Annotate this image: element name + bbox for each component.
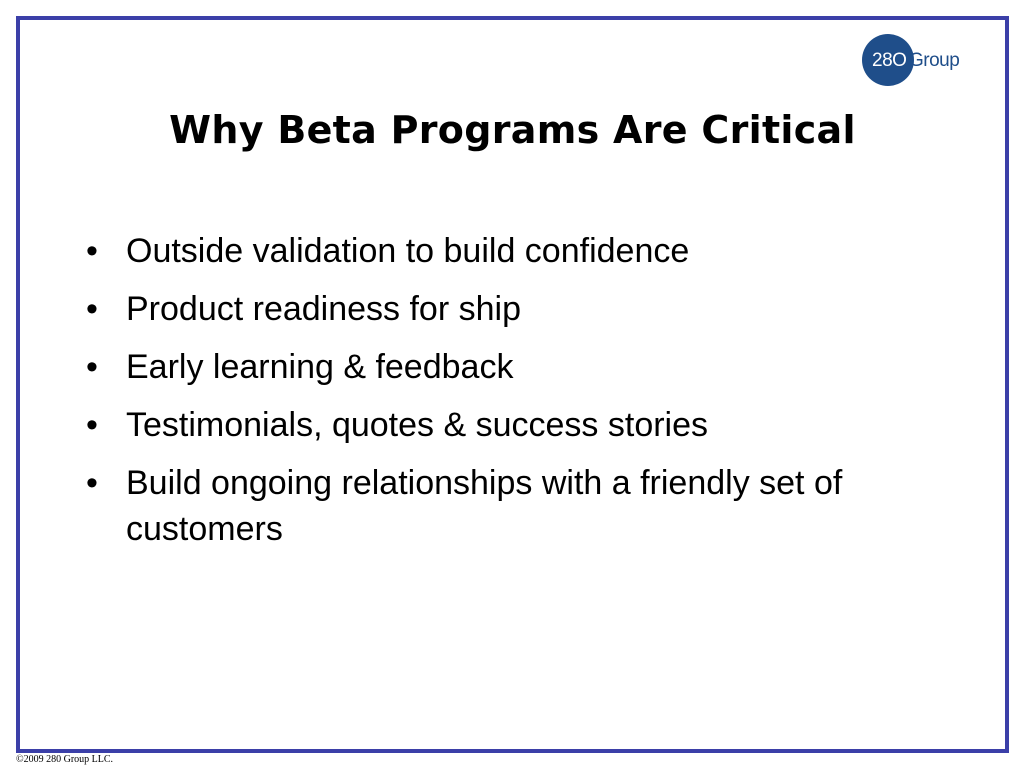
copyright-footer: ©2009 280 Group LLC. (16, 754, 114, 765)
bullet-item (86, 344, 946, 390)
bullet-item (86, 402, 946, 448)
bullet-dot: • (86, 232, 98, 270)
bullet-list (86, 228, 946, 564)
bullet-dot: • (86, 406, 98, 444)
slide-title: Why Beta Programs Are Critical (169, 108, 856, 152)
logo-word: Group (909, 50, 960, 71)
bullet-item (86, 460, 946, 552)
bullet-dot: • (86, 464, 98, 502)
bullet-text: Product readiness for ship (126, 290, 521, 328)
bullet-text: Early learning & feedback (126, 348, 514, 386)
company-logo (862, 34, 972, 88)
bullet-text: Outside validation to build confidence (126, 232, 690, 270)
bullet-dot: • (86, 348, 98, 386)
bullet-text: Build ongoing relationships with a friendly set of customers (126, 464, 843, 548)
logo-number: 28O (872, 50, 907, 71)
bullet-item (86, 286, 946, 332)
bullet-text: Testimonials, quotes & success stories (126, 406, 709, 444)
bullet-item (86, 228, 946, 274)
bullet-dot: • (86, 290, 98, 328)
